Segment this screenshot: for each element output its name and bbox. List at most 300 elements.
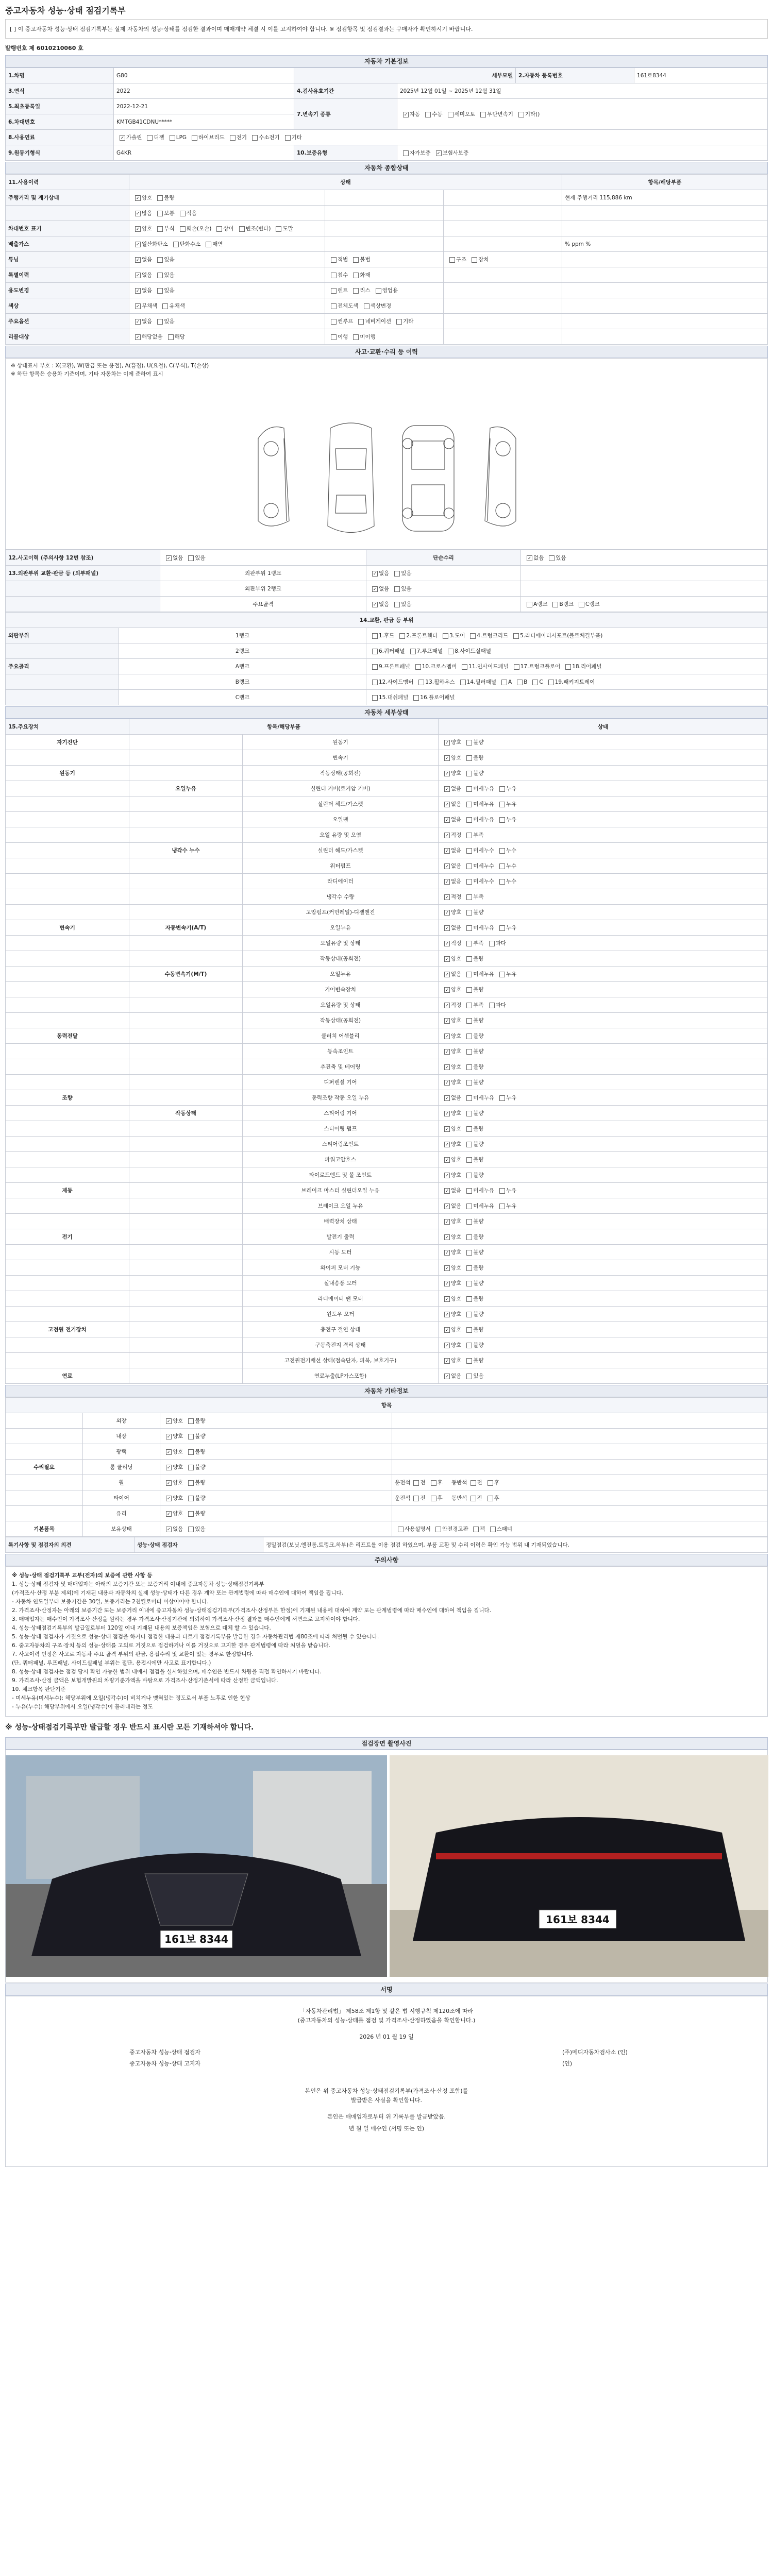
checkbox-icon[interactable]: [466, 879, 472, 885]
checkbox-icon[interactable]: [413, 1480, 419, 1486]
checkbox-icon[interactable]: [157, 195, 163, 201]
checkbox-icon[interactable]: [444, 833, 450, 838]
checkbox-icon[interactable]: [462, 664, 467, 670]
option: 15.대쉬패널: [369, 693, 408, 701]
checkbox-icon[interactable]: [448, 649, 453, 654]
checkbox-icon[interactable]: [549, 555, 554, 561]
option: 불량: [463, 1063, 483, 1071]
option: 불량: [463, 1233, 483, 1241]
checkbox-icon[interactable]: [135, 257, 141, 263]
checkbox-icon[interactable]: [157, 319, 163, 325]
checkbox-icon[interactable]: [444, 1049, 450, 1055]
checkbox-icon[interactable]: [444, 817, 450, 823]
checkbox-icon[interactable]: [444, 1064, 450, 1070]
checkbox-icon[interactable]: [180, 226, 186, 232]
caution-item: - 미세누유(미세누수): 해당부위에 오일(냉각수)이 비치거나 맺혀있는 정도로서 부품 노후로 인한 현상: [12, 1695, 250, 1701]
checkbox-icon[interactable]: [499, 879, 505, 885]
caution-notes: ※ 성능·상태 점검기록부 교부(전자)의 보증에 관한 사항 등 1. 성능·상태 점검자 및 매매업자는 아래의 보증기간 또는 보증거리 이내에 중고자동차 성능·상태점검기록부 (가격조사·산정 부분 제외)에 기재된 내용과 자동차의 실제 성능·상태가 다른 경우 계약 또는 관계법령에 따라 매수인에 대하여 책임을 집니다. - 자동차 인도일부터 보증기간은 30일, 보증거리는 2천킬로미터 이상이어야 합니다. 2. 가격조사·산정자는 아래의 보증기간 또는 보증거리 이내에 중고자동차 성능·상태점검기록부(가격조사·산정부분 한정)에 기재된 내용에 대하여 계약 또는 관계법령에 따라 매수인에 대하여 책임을 집니다. 3. 매매업자는 매수인이 가격조사·산정을 원하는 경우 가격조사·산정기관에 의뢰하여 가격조사·산정 결과를 매수인에게 서면으로 고지하여야 합니다. 4. 성능·상태점검기록부의 발급일로부터 120일 이내 기재된 내용의 보증책임은 보험으로 대체 할 수 있습니다. 5. 성능·상태 점검자가 거짓으로 성능·상태 점검을 하거나 점검한 내용과 다르게 점검기록부를 발급한 경우 자동차관리법 제80조에 따라 처벌될 수 있습니다. 6. 중고자동차의 구조·장치 등의 성능·상태를 고의로 거짓으로 점검하거나 이를 거짓으로 고지한 경우 관계법령에 따라 처벌을 받습니다. 7. 사고이력 인정은 사고로 자동차 주요 골격 부위의 판금, 용접수리 및 교환이 있는 경우로 한정합니다. (단, 쿼터패널, 루프패널, 사이드실패널 부위는 절단, 용접시에만 사고로 표기합니다.) 8. 성능·상태 점검자는 점검 당시 확인 가능한 범위 내에서 점검을 실시하였으며, 매수인은 반드시 차량을 직접 확인하시기 바랍니다. 9. 가격조사·산정 금액은 보험개발원의 차량기준가액을 바탕으로 가격조사·산정기준서에 따라 산정한 금액입니다. 10. 체크항목 판단기준 - 미세누유(미세누수): 해당부위에 오일(냉각수)이 비치거나 맺혀있는 정도로서 부품 노후로 인한 현상 - 누유(누수): 해당부위에서 오일(냉각수)이 흘러내리는 정도: [5, 1566, 768, 1717]
checkbox-icon[interactable]: [444, 1157, 450, 1163]
checkbox-icon[interactable]: [444, 1204, 450, 1209]
checkbox-icon[interactable]: [466, 1265, 472, 1271]
option: 11.인사이드패널: [459, 663, 509, 670]
checkbox-icon[interactable]: [466, 740, 472, 745]
checkbox-icon[interactable]: [135, 226, 141, 232]
checkbox-icon[interactable]: [431, 1496, 436, 1501]
checkbox-icon[interactable]: [331, 303, 337, 309]
checkbox-icon[interactable]: [499, 863, 505, 869]
option: 16.플로어패널: [410, 693, 455, 701]
checkbox-icon[interactable]: [403, 112, 409, 117]
option: ✓ 적정: [441, 893, 461, 901]
checkbox-icon[interactable]: [466, 817, 472, 823]
checkbox-icon[interactable]: [173, 242, 179, 247]
overall-row: 차대번호 표기 ✓ 양호 부식 훼손(오손) 상이 변조(변타) 도말: [6, 221, 768, 236]
option: 이행: [328, 333, 348, 341]
checkbox-icon[interactable]: [466, 956, 472, 962]
checkbox-icon[interactable]: [499, 817, 505, 823]
checkbox-icon[interactable]: [466, 941, 472, 946]
notice-box: [ ] 이 중고자동차 성능·상태 점검기록부는 실제 자동차의 성능·상태를 점검한 결과이며 매매계약 체결 시 이를 고지하여야 합니다. ※ 점검항목 및 점검결과는 구매자가 확인하시기 바랍니다.: [5, 19, 768, 39]
parts-table: 14.교환, 판금 등 부위 외판부위 1랭크 1.후드 2.프론트휀더 3.도어 4.트렁크리드 5.라디에이터서포트(볼트체결부품) 2랭크 6.쿼터패널 7.루프패널 8.사이드실패널 주요골격 A랭크 9.프론트패널 10.크로스멤버 11.인사이드패널 17.트렁크플로어 18.리어패널 B랭크 12.사이드멤버 13.휠하우스 14.필러패널 A B C 19.패키지트레이 C랭크 15.대쉬패널 16.플로어패널: [5, 612, 768, 705]
checkbox-icon[interactable]: [466, 833, 472, 838]
checkbox-icon[interactable]: [394, 586, 400, 592]
detail-row: 라디에이터 팬 모터 ✓ 양호 불량: [6, 1291, 768, 1307]
checkbox-icon[interactable]: [188, 1465, 194, 1470]
option: ✓ 양호: [441, 1156, 461, 1163]
checkbox-icon[interactable]: [499, 848, 505, 854]
checkbox-icon[interactable]: [396, 319, 402, 325]
option: 자가보증: [400, 149, 431, 157]
option: 과다: [486, 1001, 506, 1009]
checkbox-icon[interactable]: [532, 680, 538, 685]
checkbox-icon[interactable]: [460, 680, 466, 685]
checkbox-icon[interactable]: [466, 1033, 472, 1039]
checkbox-icon[interactable]: [466, 1250, 472, 1256]
checkbox-icon[interactable]: [470, 1480, 476, 1486]
checkbox-icon[interactable]: [353, 334, 359, 340]
checkbox-icon[interactable]: [499, 925, 505, 931]
checkbox-icon[interactable]: [548, 680, 554, 685]
checkbox-icon[interactable]: [444, 802, 450, 807]
checkbox-icon[interactable]: [147, 135, 153, 141]
option: 불량: [463, 1357, 483, 1364]
detail-row: 오일누유 실린더 커버(로커암 커버) ✓ 없음 미세누유 누유: [6, 781, 768, 796]
checkbox-icon[interactable]: [444, 1312, 450, 1317]
checkbox-icon[interactable]: [157, 211, 163, 216]
checkbox-icon[interactable]: [180, 211, 186, 216]
checkbox-icon[interactable]: [399, 633, 405, 639]
caution-item: 10. 체크항목 판단기준: [12, 1686, 66, 1692]
checkbox-icon[interactable]: [444, 1281, 450, 1286]
checkbox-icon[interactable]: [466, 1374, 472, 1379]
option: 불량: [463, 986, 483, 993]
option: 미세누수: [463, 846, 494, 854]
checkbox-icon[interactable]: [135, 195, 141, 201]
checkbox-icon[interactable]: [135, 211, 141, 216]
checkbox-icon[interactable]: [166, 1496, 172, 1501]
checkbox-icon[interactable]: [157, 288, 163, 294]
checkbox-icon[interactable]: [166, 555, 172, 561]
checkbox-icon[interactable]: [449, 257, 455, 263]
checkbox-icon[interactable]: [418, 680, 424, 685]
checkbox-icon[interactable]: [466, 1358, 472, 1364]
option: ✓ 양호: [441, 1078, 461, 1086]
checkbox-icon[interactable]: [444, 740, 450, 745]
checkbox-icon[interactable]: [444, 1343, 450, 1348]
checkbox-icon[interactable]: [501, 680, 507, 685]
option: ✓ 없음: [441, 1094, 461, 1101]
detail-row: 작동상태(공회전) ✓ 양호 불량: [6, 1013, 768, 1028]
option: 있음: [546, 554, 566, 562]
checkbox-icon[interactable]: [466, 1219, 472, 1225]
option: 불량: [185, 1510, 205, 1517]
checkbox-icon[interactable]: [166, 1527, 172, 1532]
checkbox-icon[interactable]: [466, 972, 472, 977]
checkbox-icon[interactable]: [466, 1312, 472, 1317]
checkbox-icon[interactable]: [513, 633, 519, 639]
checkbox-icon[interactable]: [466, 1049, 472, 1055]
checkbox-icon[interactable]: [499, 1095, 505, 1101]
checkbox-icon[interactable]: [527, 602, 532, 607]
checkbox-icon[interactable]: [579, 602, 584, 607]
option: 기타: [282, 133, 302, 141]
checkbox-icon[interactable]: [488, 1480, 493, 1486]
section-caution: 주의사항: [5, 1554, 768, 1566]
checkbox-icon[interactable]: [353, 273, 359, 278]
checkbox-icon[interactable]: [157, 226, 163, 232]
checkbox-icon[interactable]: [444, 863, 450, 869]
checkbox-icon[interactable]: [364, 303, 369, 309]
checkbox-icon[interactable]: [466, 786, 472, 792]
checkbox-icon[interactable]: [444, 1374, 450, 1379]
checkbox-icon[interactable]: [166, 1511, 172, 1517]
checkbox-icon[interactable]: [188, 1418, 194, 1424]
checkbox-icon[interactable]: [331, 334, 337, 340]
checkbox-icon[interactable]: [353, 288, 359, 294]
option: 누유: [496, 970, 516, 978]
caution-item: 5. 성능·상태 점검자가 거짓으로 성능·상태 점검을 하거나 점검한 내용과 다르게 점검기록부를 발급한 경우 자동차관리법 제80조에 따라 처벌될 수 있습니다.: [12, 1634, 379, 1640]
checkbox-icon[interactable]: [488, 1496, 493, 1501]
accident-diagram: [5, 358, 768, 550]
checkbox-icon[interactable]: [398, 1527, 404, 1532]
option: 화재: [350, 271, 370, 279]
checkbox-icon[interactable]: [331, 273, 337, 278]
checkbox-icon[interactable]: [444, 1188, 450, 1194]
option: 불량: [185, 1417, 205, 1425]
checkbox-icon[interactable]: [372, 649, 378, 654]
option: 전: [467, 1479, 482, 1486]
option: ✓ 없음: [441, 1202, 461, 1210]
checkbox-icon[interactable]: [135, 242, 141, 247]
checkbox-icon[interactable]: [431, 1480, 436, 1486]
checkbox-icon[interactable]: [188, 1496, 194, 1501]
checkbox-icon[interactable]: [372, 586, 378, 592]
caution-item: 9. 가격조사·산정 금액은 보험개발원의 차량기준가액을 바탕으로 가격조사·산정기준서에 따라 산정한 금액입니다.: [12, 1677, 278, 1684]
checkbox-icon[interactable]: [188, 1480, 194, 1486]
checkbox-icon[interactable]: [188, 1511, 194, 1517]
checkbox-icon[interactable]: [470, 1496, 476, 1501]
checkbox-icon[interactable]: [466, 848, 472, 854]
cost-row: 수리필요 룸 클리닝 ✓ 양호 불량: [6, 1460, 768, 1475]
checkbox-icon[interactable]: [135, 273, 141, 278]
checkbox-icon[interactable]: [410, 649, 416, 654]
checkbox-icon[interactable]: [444, 1173, 450, 1178]
checkbox-icon[interactable]: [413, 695, 419, 701]
checkbox-icon[interactable]: [444, 848, 450, 854]
checkbox-icon[interactable]: [490, 1527, 496, 1532]
checkbox-icon[interactable]: [466, 1095, 472, 1101]
option: ✓ 없음: [441, 970, 461, 978]
basic-info-table: 1.차명 G80 세부모델 2.자동차 등록번호 161로8344 3.연식 2022 4.검사유효기간 2025년 12월 01일 ~ 2025년 12월 31일 5.최초등록일 2022-12-21 7.변속기 종류 ✓ 자동 수동 세미오토 무단변속기 기타() 6.차대번호 KMTGB41CDNU***** 8.사용연료 ✓ 가솔린 디젤 LPG 하이브리드 전기 수소전기 기타 9.원동기형식 G4KR 10.보증유형 자가보증✓ 보험사보증: [5, 67, 768, 161]
checkbox-icon[interactable]: [466, 771, 472, 776]
cost-table: 항목 외장 ✓ 양호 불량 내장 ✓ 양호 불량 광택 ✓ 양호 불량 수리필요 룸 클리닝 ✓ 양호 불량 휠 ✓ 양호 불량 운전석 전 후 동반석 전 후 타이어 ✓ 양호 불량 운전석 전 후 동반석 전 후 유리 ✓ 양호 불량 기본품목 보유상태 ✓ 없음 있음 사용설명서 안전경고판 잭 스패너: [5, 1397, 768, 1537]
checkbox-icon[interactable]: [162, 303, 168, 309]
checkbox-icon[interactable]: [466, 1111, 472, 1116]
checkbox-icon[interactable]: [358, 319, 364, 325]
option: 변조(변타): [236, 225, 271, 232]
fuel-options: [114, 130, 768, 145]
option: 부족: [463, 1001, 483, 1009]
checkbox-icon[interactable]: [489, 941, 495, 946]
checkbox-icon[interactable]: [444, 1095, 450, 1101]
detail-row: 냉각수 수량 ✓ 적정 부족: [6, 889, 768, 905]
checkbox-icon[interactable]: [285, 135, 291, 141]
checkbox-icon[interactable]: [239, 226, 245, 232]
checkbox-icon[interactable]: [444, 941, 450, 946]
checkbox-icon[interactable]: [170, 135, 175, 141]
checkbox-icon[interactable]: [444, 1265, 450, 1271]
detail-row: 파워고압호스 ✓ 양호 불량: [6, 1152, 768, 1167]
cost-row: 휠 ✓ 양호 불량 운전석 전 후 동반석 전 후: [6, 1475, 768, 1490]
checkbox-icon[interactable]: [444, 1018, 450, 1024]
option: 불량: [463, 1326, 483, 1333]
checkbox-icon[interactable]: [444, 956, 450, 962]
checkbox-icon[interactable]: [466, 1064, 472, 1070]
checkbox-icon[interactable]: [372, 680, 378, 685]
checkbox-icon[interactable]: [466, 925, 472, 931]
detail-row: 배력장치 상태 ✓ 양호 불량: [6, 1214, 768, 1229]
checkbox-icon[interactable]: [188, 1449, 194, 1455]
accident-table: [5, 550, 768, 612]
checkbox-icon[interactable]: [444, 1080, 450, 1086]
option: ✓ 해당없음: [132, 333, 163, 341]
checkbox-icon[interactable]: [135, 319, 141, 325]
option: 불량: [185, 1463, 205, 1471]
checkbox-icon[interactable]: [444, 1003, 450, 1008]
checkbox-icon[interactable]: [466, 1080, 472, 1086]
checkbox-icon[interactable]: [168, 334, 174, 340]
checkbox-icon[interactable]: [443, 633, 448, 639]
checkbox-icon[interactable]: [466, 1126, 472, 1132]
detail-row: 와이퍼 모터 기능 ✓ 양호 불량: [6, 1260, 768, 1276]
checkbox-icon[interactable]: [444, 1296, 450, 1302]
checkbox-icon[interactable]: [499, 1188, 505, 1194]
checkbox-icon[interactable]: [135, 303, 141, 309]
checkbox-icon[interactable]: [499, 802, 505, 807]
checkbox-icon[interactable]: [206, 242, 211, 247]
checkbox-icon[interactable]: [466, 802, 472, 807]
checkbox-icon[interactable]: [444, 987, 450, 993]
checkbox-icon[interactable]: [489, 1003, 495, 1008]
checkbox-icon[interactable]: [466, 1343, 472, 1348]
checkbox-icon[interactable]: [353, 257, 359, 263]
detail-row: 라디에이터 ✓ 없음 미세누수 누수: [6, 874, 768, 889]
checkbox-icon[interactable]: [188, 1434, 194, 1439]
checkbox-icon[interactable]: [514, 664, 519, 670]
option: ✓ 없음: [441, 846, 461, 854]
option: ✓ 없음: [132, 271, 152, 279]
checkbox-icon[interactable]: [188, 555, 194, 561]
option: ✓ 보험사보증: [433, 149, 469, 157]
checkbox-icon[interactable]: [394, 602, 400, 607]
checkbox-icon[interactable]: [466, 1018, 472, 1024]
checkbox-icon[interactable]: [466, 1157, 472, 1163]
checkbox-icon[interactable]: [466, 755, 472, 761]
checkbox-icon[interactable]: [135, 288, 141, 294]
checkbox-icon[interactable]: [372, 695, 378, 701]
checkbox-icon[interactable]: [444, 1126, 450, 1132]
checkbox-icon[interactable]: [372, 571, 378, 577]
checkbox-icon[interactable]: [436, 150, 442, 156]
checkbox-icon[interactable]: [403, 150, 409, 156]
checkbox-icon[interactable]: [444, 910, 450, 916]
plate-rear: 161보 8344: [546, 1913, 610, 1926]
option: 7.루프패널: [407, 647, 443, 655]
option: 상이: [213, 225, 233, 232]
checkbox-icon[interactable]: [517, 680, 523, 685]
checkbox-icon[interactable]: [565, 664, 571, 670]
checkbox-icon[interactable]: [466, 1173, 472, 1178]
checkbox-icon[interactable]: [444, 972, 450, 977]
option: ✓ 양호: [441, 955, 461, 962]
checkbox-icon[interactable]: [472, 257, 477, 263]
checkbox-icon[interactable]: [157, 273, 163, 278]
checkbox-icon[interactable]: [216, 226, 222, 232]
option: 있음: [391, 585, 411, 592]
checkbox-icon[interactable]: [444, 1219, 450, 1225]
checkbox-icon[interactable]: [166, 1465, 172, 1470]
checkbox-icon[interactable]: [166, 1449, 172, 1455]
checkbox-icon[interactable]: [135, 334, 141, 340]
checkbox-icon[interactable]: [444, 1111, 450, 1116]
checkbox-icon[interactable]: [435, 1527, 441, 1532]
option: 불량: [463, 1295, 483, 1302]
caution-item: 8. 성능·상태 점검자는 점검 당시 확인 가능한 범위 내에서 점검을 실시하였으며, 매수인은 반드시 차량을 직접 확인하시기 바랍니다.: [12, 1669, 322, 1675]
checkbox-icon[interactable]: [372, 664, 378, 670]
detail-row: 수동변속기(M/T) 오일누유 ✓ 없음 미세누유 누유: [6, 967, 768, 982]
option: 렌트: [328, 286, 348, 294]
checkbox-icon[interactable]: [444, 1033, 450, 1039]
option: 있음: [154, 256, 174, 263]
checkbox-icon[interactable]: [166, 1434, 172, 1439]
checkbox-icon[interactable]: [499, 972, 505, 977]
checkbox-icon[interactable]: [372, 602, 378, 607]
checkbox-icon[interactable]: [466, 1327, 472, 1333]
checkbox-icon[interactable]: [473, 1527, 479, 1532]
checkbox-icon[interactable]: [188, 1527, 194, 1532]
checkbox-icon[interactable]: [331, 257, 337, 263]
checkbox-icon[interactable]: [444, 786, 450, 792]
checkbox-icon[interactable]: [425, 112, 431, 117]
option: 불량: [463, 1279, 483, 1287]
detail-row: 등속조인트 ✓ 양호 불량: [6, 1044, 768, 1059]
checkbox-icon[interactable]: [444, 925, 450, 931]
checkbox-icon[interactable]: [444, 1234, 450, 1240]
option: ✓ 양호: [441, 1171, 461, 1179]
checkbox-icon[interactable]: [466, 1234, 472, 1240]
option: ✓ 양호: [441, 1279, 461, 1287]
checkbox-icon[interactable]: [466, 1281, 472, 1286]
checkbox-icon[interactable]: [466, 910, 472, 916]
option: 불량: [463, 1264, 483, 1272]
option: ✓ 양호: [163, 1479, 183, 1486]
checkbox-icon[interactable]: [466, 1003, 472, 1008]
option: 디젤: [144, 133, 164, 141]
checkbox-icon[interactable]: [444, 1142, 450, 1147]
checkbox-icon[interactable]: [376, 288, 381, 294]
detail-row: 스티어링 펌프 ✓ 양호 불량: [6, 1121, 768, 1137]
checkbox-icon[interactable]: [276, 226, 281, 232]
checkbox-icon[interactable]: [331, 319, 337, 325]
checkbox-icon[interactable]: [444, 1327, 450, 1333]
checkbox-icon[interactable]: [499, 786, 505, 792]
option: ✓ 양호: [441, 1063, 461, 1071]
checkbox-icon[interactable]: [470, 633, 476, 639]
checkbox-icon[interactable]: [466, 1204, 472, 1209]
checkbox-icon[interactable]: [466, 1296, 472, 1302]
overall-row: 특별이력 ✓ 없음 있음 침수 화재: [6, 267, 768, 283]
checkbox-icon[interactable]: [480, 112, 486, 117]
checkbox-icon[interactable]: [552, 602, 558, 607]
accident-row: 13.외판부위 교환·판금 등 (외부패널) 외판부위 1랭크 ✓ 없음 있음: [6, 566, 768, 581]
checkbox-icon[interactable]: [448, 112, 453, 117]
checkbox-icon[interactable]: [192, 135, 197, 141]
checkbox-icon[interactable]: [499, 1204, 505, 1209]
caution-item: 4. 성능·상태점검기록부의 발급일로부터 120일 이내 기재된 내용의 보증책임은 보험으로 대체 할 수 있습니다.: [12, 1625, 271, 1631]
checkbox-icon[interactable]: [466, 987, 472, 993]
checkbox-icon[interactable]: [331, 288, 337, 294]
checkbox-icon[interactable]: [166, 1480, 172, 1486]
checkbox-icon[interactable]: [444, 755, 450, 761]
checkbox-icon[interactable]: [252, 135, 258, 141]
detail-row: 작동상태 스티어링 기어 ✓ 양호 불량: [6, 1106, 768, 1121]
checkbox-icon[interactable]: [413, 1496, 419, 1501]
checkbox-icon[interactable]: [444, 1250, 450, 1256]
checkbox-icon[interactable]: [166, 1418, 172, 1424]
checkbox-icon[interactable]: [527, 555, 532, 561]
checkbox-icon[interactable]: [157, 257, 163, 263]
option: ✓ 적정: [441, 939, 461, 947]
checkbox-icon[interactable]: [230, 135, 236, 141]
checkbox-icon[interactable]: [466, 894, 472, 900]
checkbox-icon[interactable]: [415, 664, 421, 670]
checkbox-icon[interactable]: [518, 112, 524, 117]
checkbox-icon[interactable]: [444, 879, 450, 885]
checkbox-icon[interactable]: [444, 1358, 450, 1364]
checkbox-icon[interactable]: [444, 771, 450, 776]
checkbox-icon[interactable]: [444, 894, 450, 900]
detail-row: 오일유량 및 상태 ✓ 적정 부족 과다: [6, 936, 768, 951]
checkbox-icon[interactable]: [394, 571, 400, 577]
option: 미세누유: [463, 785, 494, 792]
section-cost: 자동차 기타정보: [5, 1385, 768, 1397]
checkbox-icon[interactable]: [372, 633, 378, 639]
option: 있음: [154, 286, 174, 294]
checkbox-icon[interactable]: [466, 1142, 472, 1147]
checkbox-icon[interactable]: [466, 863, 472, 869]
checkbox-icon[interactable]: [120, 135, 125, 141]
checkbox-icon[interactable]: [466, 1188, 472, 1194]
